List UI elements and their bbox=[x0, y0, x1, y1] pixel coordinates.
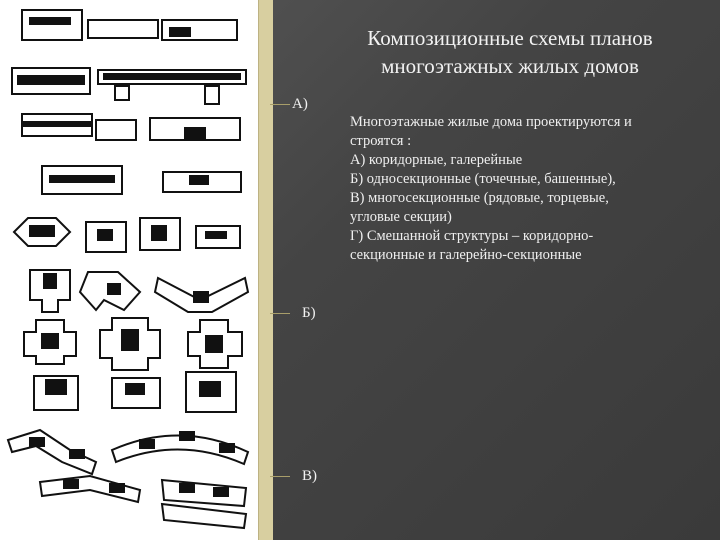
body-line: Многоэтажные жилые дома проектируются и bbox=[350, 114, 632, 130]
marker-tick-v bbox=[270, 476, 290, 477]
slide-title bbox=[300, 24, 720, 80]
body-text bbox=[350, 113, 712, 265]
body-line: угловые секции) bbox=[350, 209, 452, 225]
section-plans-1 bbox=[8, 430, 248, 474]
marker-tick-a bbox=[270, 104, 290, 105]
floor-plan-schemes-image bbox=[0, 0, 258, 540]
title-line-2: многоэтажных жилых домов bbox=[381, 54, 639, 78]
body-line: секционные и галерейно-секционные bbox=[350, 247, 582, 263]
tower-plans-3 bbox=[24, 318, 242, 370]
body-line: В) многосекционные (рядовые, торцевые, bbox=[350, 190, 609, 206]
body-line: А) коридорные, галерейные bbox=[350, 152, 523, 168]
section-plans-2 bbox=[40, 476, 246, 528]
body-line: Г) Смешанной структуры – коридорно- bbox=[350, 228, 594, 244]
body-line: строятся : bbox=[350, 133, 412, 149]
corridor-plan-1 bbox=[22, 10, 237, 40]
marker-v: В) bbox=[302, 468, 317, 484]
body-line: Б) односекционные (точечные, башенные), bbox=[350, 171, 616, 187]
corridor-plan-2 bbox=[12, 68, 246, 104]
marker-b: Б) bbox=[302, 305, 316, 321]
marker-tick-b bbox=[270, 313, 290, 314]
gallery-plan-2 bbox=[42, 166, 241, 194]
accent-bar bbox=[258, 0, 273, 540]
tower-plans-2 bbox=[30, 270, 248, 312]
gallery-plan-1 bbox=[22, 114, 240, 140]
tower-plans-4 bbox=[34, 372, 236, 412]
tower-plans-1 bbox=[14, 218, 240, 252]
marker-a: А) bbox=[292, 96, 308, 112]
title-line-1: Композиционные схемы планов bbox=[367, 26, 653, 50]
